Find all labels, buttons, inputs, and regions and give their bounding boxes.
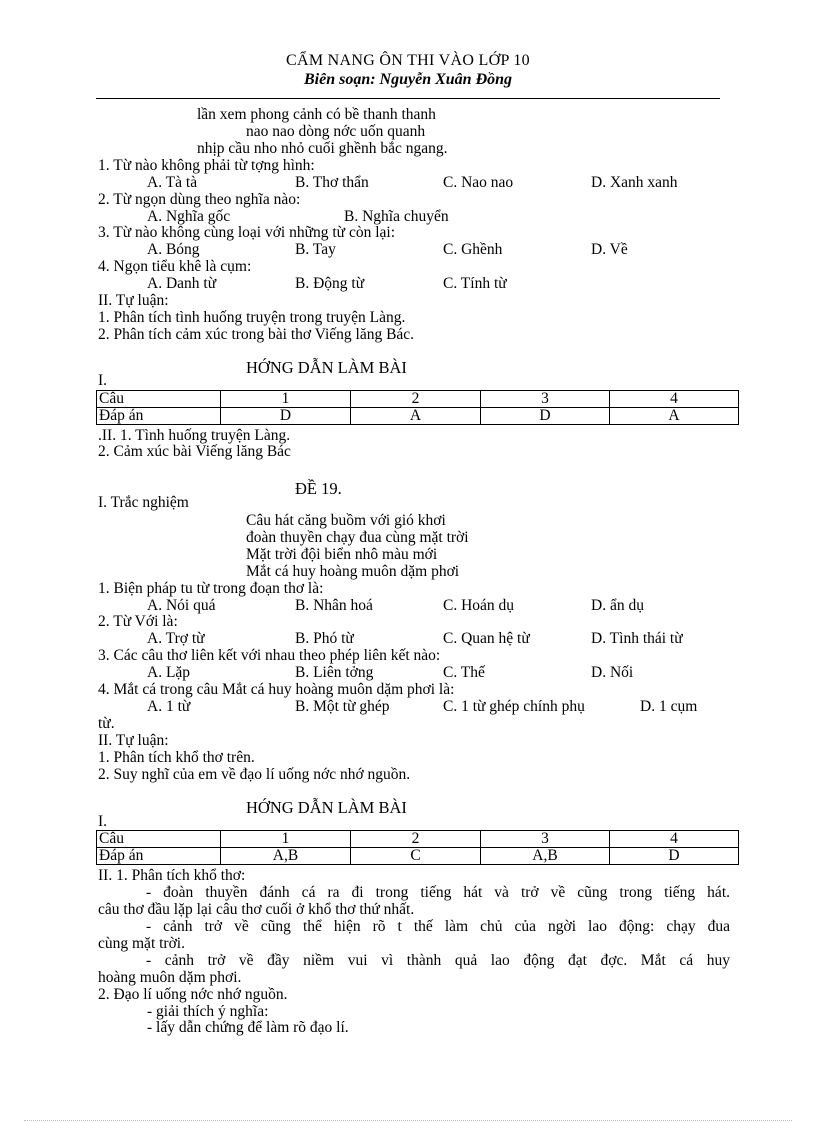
table-cell: 4 [610,391,739,408]
essay-question: 1. Phân tích khổ thơ trên. [98,749,255,766]
poem-line: nhịp cầu nho nhỏ cuối ghềnh bắc ngang. [197,140,448,157]
table-cell: D [481,408,610,425]
question-text: 3. Từ nào không cùng loại với những từ còn lại: [98,224,396,241]
answer-line: - lấy dẫn chứng để làm rõ đạo lí. [147,1019,349,1036]
essay-question: 2. Suy nghĩ của em về đạo lí uống nớc nhớ nguồn. [98,766,411,783]
option-c: C. Nao nao [443,174,514,191]
table-cell: A [610,408,739,425]
answer-line: cùng mặt trời. [98,935,185,952]
option-a: A. Trợ từ [147,630,205,647]
option-c: C. Quan hệ từ [443,630,530,647]
section-label: I. [98,372,108,389]
page-bottom-border [24,1120,792,1121]
option-b: B. Nhân hoá [295,597,373,614]
answer-line: - cảnh trở về cũng thể hiện rõ t thế làm chủ của ngời lao động: chạy đua [146,918,730,935]
table-row [97,408,739,425]
option-d: D. 1 cụm [640,698,698,715]
poem-line: lần xem phong cảnh có bề thanh thanh [197,106,436,123]
option-c: C. Thế [443,664,485,681]
table-cell: 2 [351,391,481,408]
answer-table [96,390,739,425]
essay-question: 1. Phân tích tình huống truyện trong truyện Làng. [98,309,406,326]
table-cell: 1 [221,391,351,408]
option-b: B. Động từ [295,275,365,292]
table-cell: 3 [481,391,610,408]
table-cell: A,B [481,848,610,865]
answer-line: 2. Đạo lí uống nớc nhớ nguồn. [98,986,288,1003]
question-text: 2. Từ ngọn dùng theo nghĩa nào: [98,191,301,208]
section-label: I. [98,813,108,830]
option-b: B. Thơ thẩn [295,174,369,191]
answer-table [96,830,739,865]
option-d: D. Về [591,241,628,258]
section-heading: II. Tự luận: [98,732,169,749]
question-text: 1. Từ nào không phải từ tợng hình: [98,157,315,174]
section-heading: II. Tự luận: [98,292,169,309]
exam-title: ĐỀ 19. [295,479,342,498]
option-d: D. Tình thái từ [591,630,683,647]
table-cell: Đáp án [97,408,221,425]
option-a: A. Bóng [147,241,200,258]
question-text: 4. Ngọn tiểu khê là cụm: [98,258,252,275]
option-c: C. Ghềnh [443,241,503,258]
answer-line: - giải thích ý nghĩa: [147,1003,269,1020]
table-row [97,848,739,865]
option-b: B. Tay [295,241,336,258]
poem-line: nao nao dòng nớc uốn quanh [246,123,426,140]
table-cell: A,B [221,848,351,865]
option-b: B. Phó từ [295,630,354,647]
guide-title: HỚNG DẪN LÀM BÀI [246,798,407,817]
table-cell: A [351,408,481,425]
question-text: 2. Từ Với là: [98,613,178,630]
header-divider [96,98,720,99]
table-cell: 1 [221,831,351,848]
table-cell: Câu [97,831,221,848]
answer-line: 2. Cảm xúc bài Viếng lăng Bác [98,443,291,460]
section-heading: I. Trắc nghiệm [98,494,189,511]
answer-line: - cảnh trở về đầy niềm vui vì thành quả lao động đạt đợc. Mắt cá huy [146,952,730,969]
question-text: 4. Mắt cá trong câu Mắt cá huy hoàng muôn dặm phơi là: [98,681,455,698]
option-d: D. Nối [591,664,634,681]
table-cell: 4 [610,831,739,848]
answer-line: - đoàn thuyền đánh cá ra đi trong tiếng hát và trở về cũng trong tiếng hát. [146,884,730,901]
table-cell: 2 [351,831,481,848]
document-author: Biên soạn: Nguyễn Xuân Đồng [303,71,513,88]
option-c: C. Hoán dụ [443,597,515,614]
table-cell: Đáp án [97,848,221,865]
table-header-row [97,831,739,848]
option-a: A. 1 từ [147,698,191,715]
essay-question: 2. Phân tích cảm xúc trong bài thơ Viếng lăng Bác. [98,326,415,343]
poem-line: Mắt cá huy hoàng muôn dặm phơi [246,563,460,580]
option-a: A. Danh từ [147,275,217,292]
option-d: D. Xanh xanh [591,174,678,191]
option-a: A. Nói quá [147,597,216,614]
option-b: B. Liên tởng [295,664,374,681]
answer-line: II. 1. Phân tích khổ thơ: [98,867,246,884]
option-b: B. Một từ ghép [295,698,390,715]
answer-line: hoàng muôn dặm phơi. [98,969,242,986]
option-b: B. Nghĩa chuyển [344,208,449,225]
poem-line: Câu hát căng buồm với gió khơi [246,512,446,529]
option-c: C. 1 từ ghép chính phụ [443,698,585,715]
guide-title: HỚNG DẪN LÀM BÀI [246,358,407,377]
option-a: A. Nghĩa gốc [147,208,231,225]
poem-line: Mặt trời đội biển nhô màu mới [246,546,438,563]
table-cell: C [351,848,481,865]
table-cell: 3 [481,831,610,848]
table-cell: Câu [97,391,221,408]
answer-line: câu thơ đầu lặp lại câu thơ cuối ở khổ thơ thứ nhất. [98,901,415,918]
answer-line: .II. 1. Tình huống truyện Làng. [98,427,291,444]
option-c: C. Tính từ [443,275,507,292]
option-continuation: từ. [98,715,115,732]
document-title: CẨM NANG ÔN THI VÀO LỚP 10 [286,52,530,69]
option-a: A. Lặp [147,664,191,681]
poem-line: đoàn thuyền chạy đua cùng mặt trời [246,529,469,546]
option-a: A. Tà tà [147,174,198,191]
question-text: 3. Các câu thơ liên kết với nhau theo phép liên kết nào: [98,647,441,664]
table-cell: D [610,848,739,865]
question-text: 1. Biện pháp tu từ trong đoạn thơ là: [98,580,324,597]
table-header-row [97,391,739,408]
option-d: D. ẩn dụ [591,597,644,614]
table-cell: D [221,408,351,425]
